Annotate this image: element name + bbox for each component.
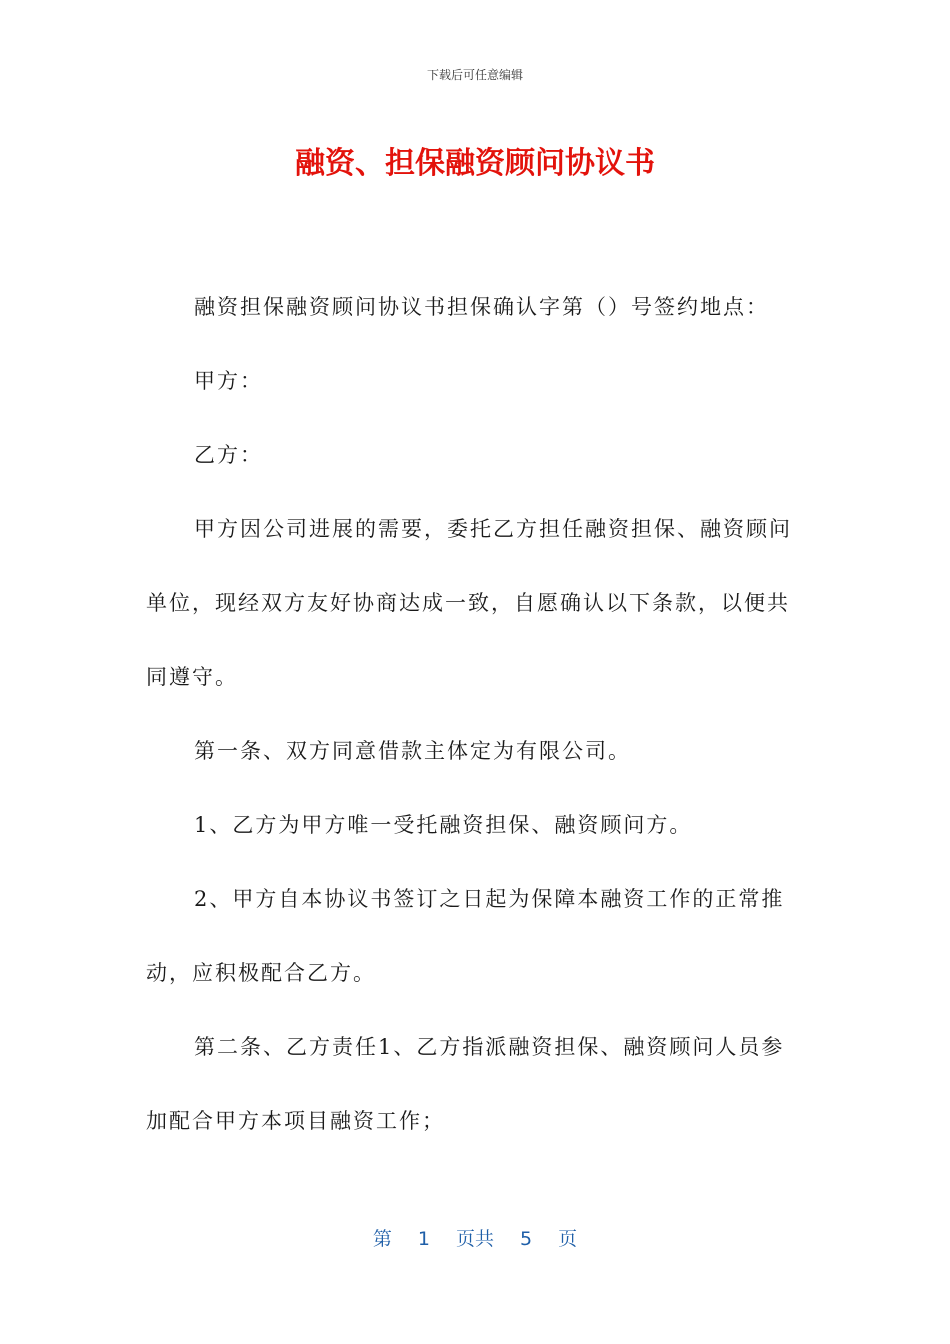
footer-prefix: 第 [372, 1228, 392, 1250]
paragraph-6: 1、乙方为甲方唯一受托融资担保、融资顾问方。 [194, 813, 693, 837]
footer-suffix: 页 [558, 1228, 578, 1250]
document-body [146, 270, 806, 1158]
footer-middle: 页共 [455, 1228, 494, 1250]
footer-total-pages: 5 [520, 1228, 533, 1250]
paragraph-4: 甲方因公司进展的需要，委托乙方担任融资担保、融资顾问单位，现经双方友好协商达成一致，自愿确认以下条款，以便共同遵守。 [146, 517, 792, 689]
paragraph-1: 融资担保融资顾问协议书担保确认字第（）号签约地点： [194, 295, 769, 319]
paragraph-3: 乙方： [194, 443, 263, 467]
header-note: 下载后可任意编辑 [426, 68, 523, 82]
document-title: 融资、担保融资顾问协议书 [295, 146, 655, 181]
paragraph-5: 第一条、双方同意借款主体定为有限公司。 [194, 739, 631, 763]
paragraph-8: 第二条、乙方责任1、乙方指派融资担保、融资顾问人员参加配合甲方本项目融资工作； [146, 1035, 785, 1133]
page-footer [0, 1224, 950, 1251]
paragraph-2: 甲方： [194, 369, 263, 393]
paragraph-7: 2、甲方自本协议书签订之日起为保障本融资工作的正常推动，应积极配合乙方。 [146, 887, 785, 985]
footer-current-page: 1 [417, 1228, 430, 1250]
